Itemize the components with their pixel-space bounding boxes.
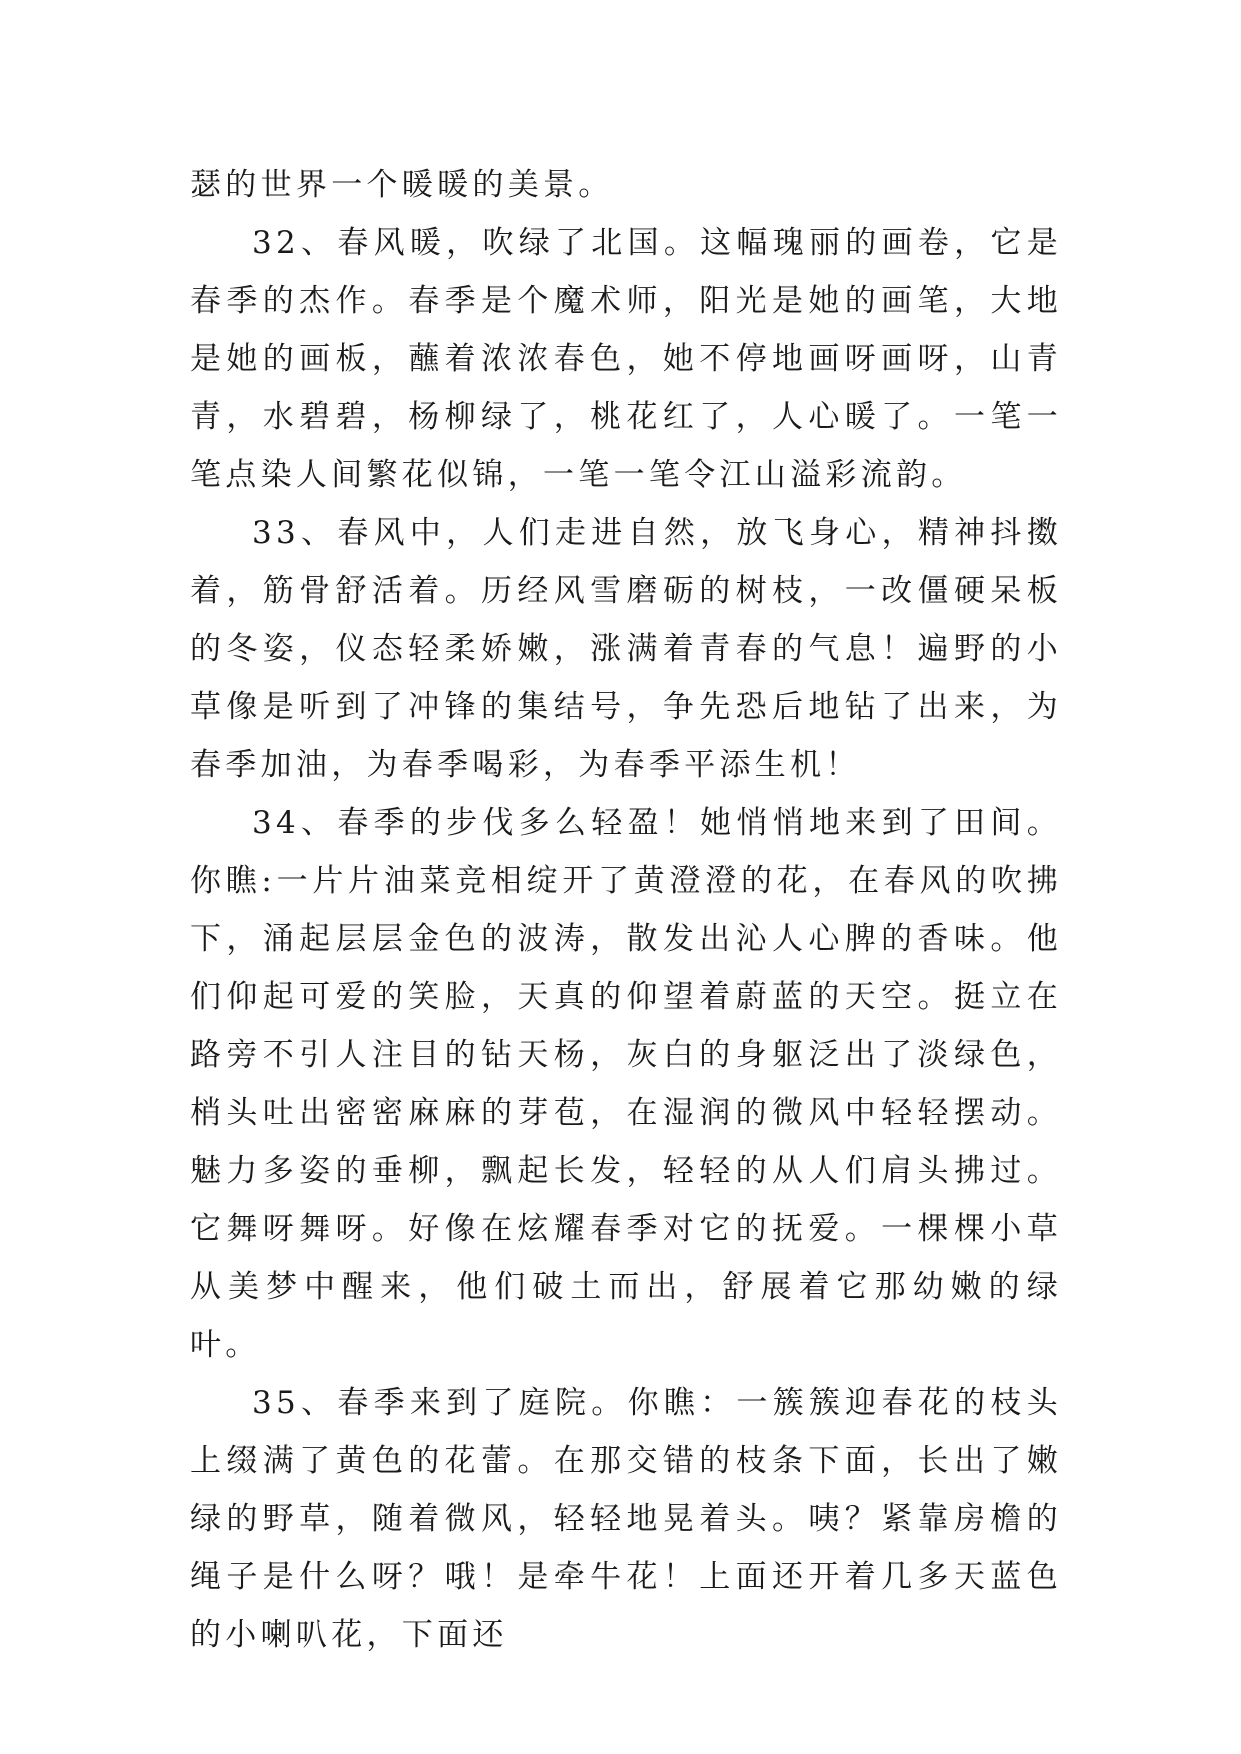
- paragraph-35: 35、春季来到了庭院。你瞧：一簇簇迎春花的枝头上缀满了黄色的花蕾。在那交错的枝条下面，长出了嫩绿的野草，随着微风，轻轻地晃着头。咦？紧靠房檐的绳子是什么呀？哦！是牵牛花！上面还开着几多天蓝色的小喇叭花，下面还: [190, 1385, 1062, 1653]
- body-text: [190, 156, 1062, 1664]
- paragraph-33: 33、春风中，人们走进自然，放飞身心，精神抖擞着，筋骨舒活着。历经风雪磨砺的树枝，一改僵硬呆板的冬姿，仪态轻柔娇嫩，涨满着青春的气息！遍野的小草像是听到了冲锋的集结号，争先恐后地钻了出来，为春季加油，为春季喝彩，为春季平添生机！: [190, 515, 1062, 783]
- paragraph-34: 34、春季的步伐多么轻盈！她悄悄地来到了田间。你瞧:一片片油菜竞相绽开了黄澄澄的花，在春风的吹拂下，涌起层层金色的波涛，散发出沁人心脾的香味。他们仰起可爱的笑脸，天真的仰望着蔚蓝的天空。挺立在路旁不引人注目的钻天杨，灰白的身躯泛出了淡绿色，梢头吐出密密麻麻的芽苞，在湿润的微风中轻轻摆动。魅力多姿的垂柳，飘起长发，轻轻的从人们肩头拂过。它舞呀舞呀。好像在炫耀春季对它的抚爱。一棵棵小草从美梦中醒来，他们破土而出，舒展着它那幼嫩的绿叶。: [190, 805, 1062, 1363]
- paragraph-continuation: 瑟的世界一个暖暖的美景。: [190, 167, 614, 203]
- paragraph-32: 32、春风暖，吹绿了北国。这幅瑰丽的画卷，它是春季的杰作。春季是个魔术师，阳光是她的画笔，大地是她的画板，蘸着浓浓春色，她不停地画呀画呀，山青青，水碧碧，杨柳绿了，桃花红了，人心暖了。一笔一笔点染人间繁花似锦，一笔一笔令江山溢彩流韵。: [190, 225, 1062, 493]
